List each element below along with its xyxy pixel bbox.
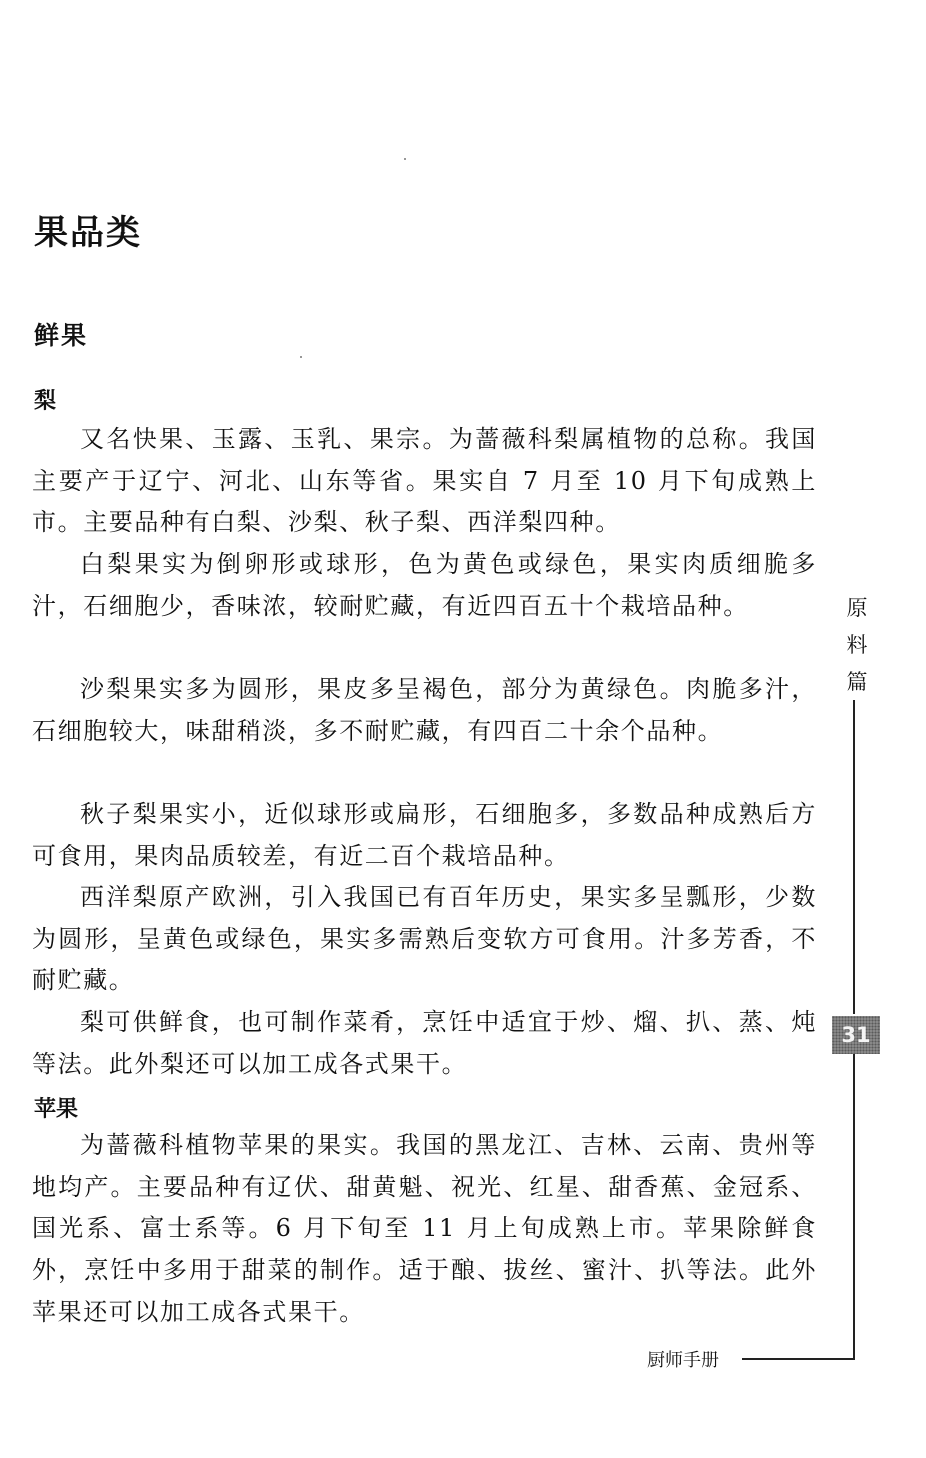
- pear-paragraph-ussurian-pear: 秋子梨果实小，近似球形或扁形，石细胞多，多数品种成熟后方可食用，果肉品质较差，有近二百个栽培品种。: [32, 800, 817, 870]
- scan-speck: [404, 158, 406, 160]
- footer-rule: [742, 1358, 855, 1360]
- apple-paragraph: 为蔷薇科植物苹果的果实。我国的黑龙江、吉林、云南、贵州等地均产。主要品种有辽伏、甜黄魁、祝光、红星、甜香蕉、金冠系、国光系、富士系等。6 月下旬至 11 月上旬成熟上市。苹果除鲜食外，烹饪中多用于甜菜的制作。适于酿、拔丝、蜜汁、扒等法。此外苹果还可以加工成各式果干。: [32, 1131, 817, 1326]
- scan-speck: [300, 356, 302, 358]
- pear-paragraph-usage: 梨可供鲜食，也可制作菜肴，烹饪中适宜于炒、熘、扒、蒸、炖等法。此外梨还可以加工成各式果干。: [32, 1008, 817, 1078]
- page-title: 果品类: [34, 213, 142, 253]
- apple-heading: 苹果: [34, 1097, 79, 1122]
- side-tab-char: 原: [846, 596, 868, 620]
- footer-book-title: 厨师手册: [647, 1350, 719, 1371]
- side-tab-char: 料: [846, 633, 868, 657]
- section-title: 鲜果: [34, 321, 89, 350]
- pear-paragraph-european-pear: 西洋梨原产欧洲，引入我国已有百年历史，果实多呈瓢形，少数为圆形，呈黄色或绿色，果实多需熟后变软方可食用。汁多芳香，不耐贮藏。: [32, 883, 817, 995]
- chapter-side-tab: [842, 590, 872, 701]
- side-rule: [853, 700, 855, 1014]
- page-number: 31: [832, 1016, 880, 1054]
- pear-paragraph-sand-pear: 沙梨果实多为圆形，果皮多呈褐色，部分为黄绿色。肉脆多汁，石细胞较大，味甜稍淡，多不耐贮藏，有四百二十余个品种。: [32, 675, 817, 745]
- side-rule: [853, 1054, 855, 1360]
- side-tab-char: 篇: [846, 670, 868, 694]
- pear-heading: 梨: [34, 389, 57, 414]
- pear-paragraph-intro: 又名快果、玉露、玉乳、果宗。为蔷薇科梨属植物的总称。我国主要产于辽宁、河北、山东等省。果实自 7 月至 10 月下旬成熟上市。主要品种有白梨、沙梨、秋子梨、西洋梨四种。: [32, 425, 817, 537]
- pear-paragraph-white-pear: 白梨果实为倒卵形或球形，色为黄色或绿色，果实肉质细脆多汁，石细胞少，香味浓，较耐贮藏，有近四百五十个栽培品种。: [32, 550, 817, 620]
